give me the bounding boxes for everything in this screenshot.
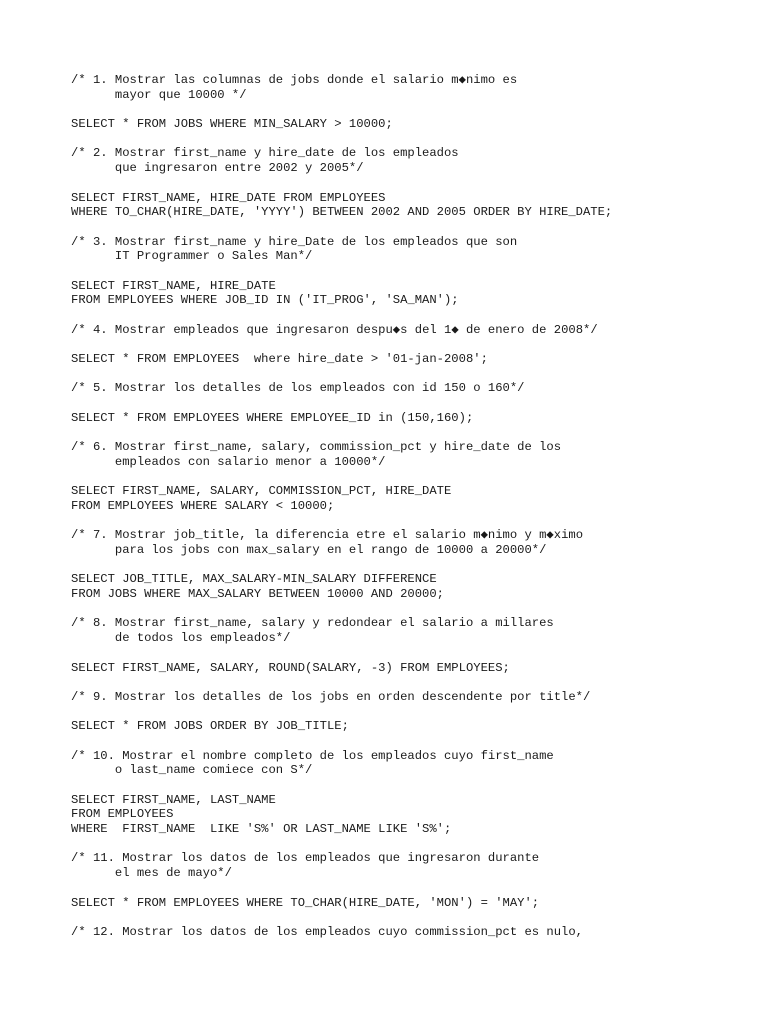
blank-line: [71, 910, 761, 925]
text-line: /* 2. Mostrar first_name y hire_date de los empleados: [71, 146, 459, 161]
text-line: WHERE TO_CHAR(HIRE_DATE, 'YYYY') BETWEEN 2002 AND 2005 ORDER BY HIRE_DATE;: [71, 205, 613, 220]
text-line: SELECT * FROM JOBS ORDER BY JOB_TITLE;: [71, 719, 349, 734]
blank-line: [71, 881, 761, 896]
text-line: para los jobs con max_salary en el rango de 10000 a 20000*/: [71, 543, 547, 557]
blank-line: [71, 308, 761, 323]
text-line: o last_name comiece con S*/: [71, 763, 313, 778]
blank-line: [71, 264, 761, 279]
text-line: SELECT * FROM EMPLOYEES WHERE TO_CHAR(HIRE_DATE, 'MON') = 'MAY';: [71, 895, 540, 910]
text-line: IT Programmer o Sales Man*/: [71, 249, 313, 264]
blank-line: [71, 220, 761, 235]
text-line: /* 11. Mostrar los datos de los empleados que ingresaron durante: [71, 851, 540, 866]
text-line: /* 6. Mostrar first_name, salary, commission_pct y hire_date de los: [71, 440, 562, 455]
text-line: SELECT FIRST_NAME, SALARY, ROUND(SALARY, -3) FROM EMPLOYEES;: [71, 660, 510, 675]
sql-exercise-text: [71, 73, 761, 940]
text-line: /* 5. Mostrar los detalles de los empleados con id 150 o 160*/: [71, 381, 525, 396]
blank-line: [71, 396, 761, 411]
blank-line: [71, 646, 761, 661]
text-line: de todos los empleados*/: [71, 631, 291, 646]
text-line: SELECT * FROM EMPLOYEES where hire_date > '01-jan-2008';: [71, 352, 488, 367]
blank-line: [71, 514, 761, 529]
text-line: FROM EMPLOYEES WHERE SALARY < 10000;: [71, 498, 335, 513]
blank-line: [71, 176, 761, 191]
text-line: /* 10. Mostrar el nombre completo de los empleados cuyo first_name: [71, 748, 554, 763]
blank-line: [71, 705, 761, 720]
blank-line: [71, 837, 761, 852]
text-line: /* 4. Mostrar empleados que ingresaron despu◆s del 1◆ de enero de 2008*/: [71, 322, 598, 337]
blank-line: [71, 470, 761, 485]
text-line: FROM EMPLOYEES: [71, 807, 174, 822]
text-line: SELECT FIRST_NAME, HIRE_DATE: [71, 278, 276, 293]
blank-line: [71, 734, 761, 749]
text-line: /* 8. Mostrar first_name, salary y redondear el salario a millares: [71, 616, 554, 631]
text-line: mayor que 10000 */: [71, 87, 247, 102]
blank-line: [71, 132, 761, 147]
text-line: SELECT JOB_TITLE, MAX_SALARY-MIN_SALARY DIFFERENCE: [71, 572, 437, 587]
text-line: SELECT * FROM JOBS WHERE MIN_SALARY > 10000;: [71, 117, 393, 132]
blank-line: [71, 426, 761, 441]
text-line: el mes de mayo*/: [71, 866, 232, 881]
text-line: /* 1. Mostrar las columnas de jobs donde el salario m◆nimo es: [71, 73, 518, 87]
text-line: FROM EMPLOYEES WHERE JOB_ID IN ('IT_PROG', 'SA_MAN');: [71, 293, 459, 308]
text-line: FROM JOBS WHERE MAX_SALARY BETWEEN 10000 AND 20000;: [71, 587, 444, 602]
text-line: SELECT FIRST_NAME, LAST_NAME: [71, 792, 276, 807]
blank-line: [71, 337, 761, 352]
text-line: WHERE FIRST_NAME LIKE 'S%' OR LAST_NAME LIKE 'S%';: [71, 822, 452, 837]
text-line: SELECT FIRST_NAME, HIRE_DATE FROM EMPLOYEES: [71, 190, 386, 205]
text-line: que ingresaron entre 2002 y 2005*/: [71, 161, 364, 176]
text-line: /* 12. Mostrar los datos de los empleados cuyo commission_pct es nulo,: [71, 924, 583, 939]
blank-line: [71, 602, 761, 617]
text-line: SELECT FIRST_NAME, SALARY, COMMISSION_PCT, HIRE_DATE: [71, 484, 452, 499]
blank-line: [71, 675, 761, 690]
text-line: /* 7. Mostrar job_title, la diferencia etre el salario m◆nimo y m◆ximo: [71, 528, 584, 543]
text-line: empleados con salario menor a 10000*/: [71, 454, 386, 469]
text-line: /* 3. Mostrar first_name y hire_Date de los empleados que son: [71, 234, 518, 249]
text-line: SELECT * FROM EMPLOYEES WHERE EMPLOYEE_ID in (150,160);: [71, 410, 474, 425]
text-line: /* 9. Mostrar los detalles de los jobs en orden descendente por title*/: [71, 689, 591, 704]
blank-line: [71, 778, 761, 793]
blank-line: [71, 558, 761, 573]
blank-line: [71, 367, 761, 382]
blank-line: [71, 102, 761, 117]
